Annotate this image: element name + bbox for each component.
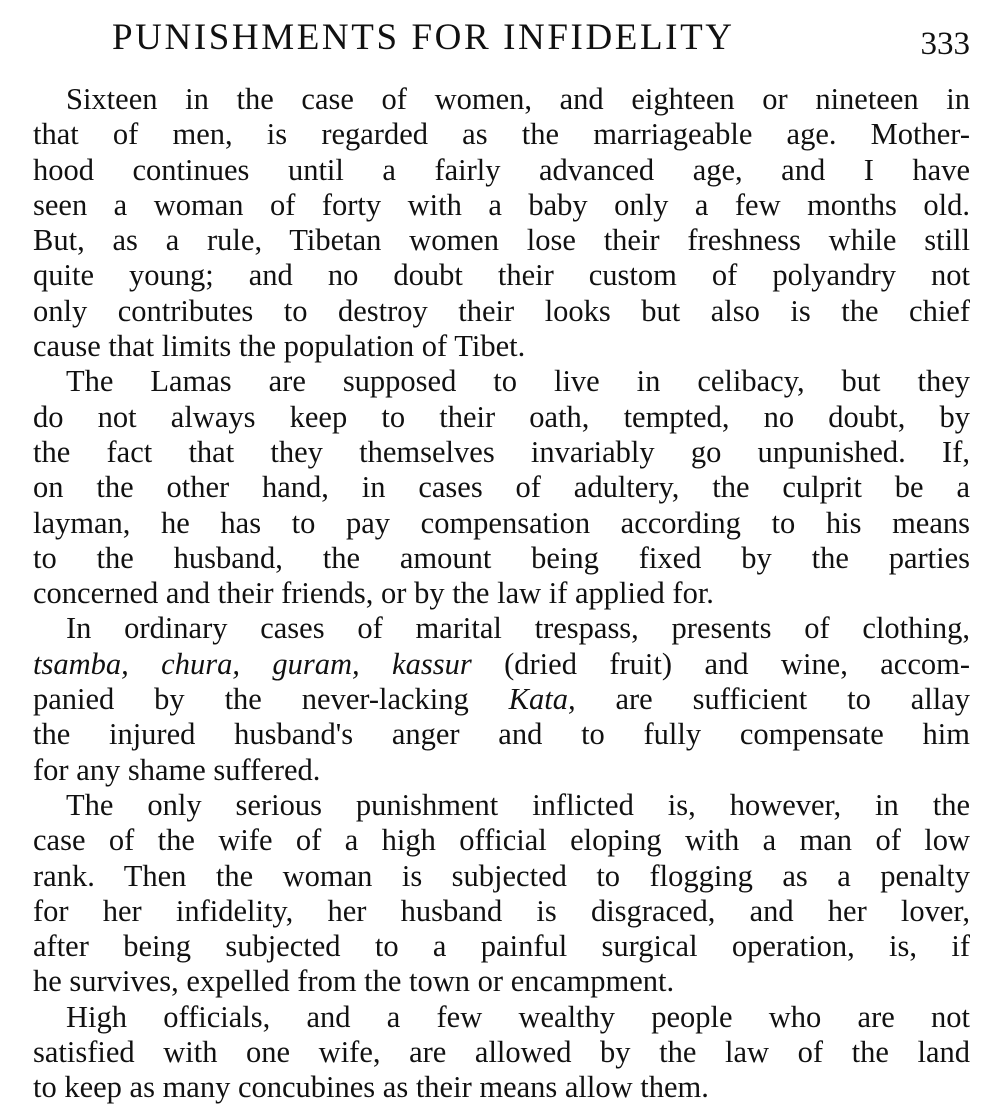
paragraph-marital-trespass	[33, 611, 970, 787]
paragraph-marriageable-age	[33, 82, 970, 364]
text-line: But, as a rule, Tibetan women lose their freshness while still	[33, 223, 970, 258]
text-line: rank. Then the woman is subjected to flogging as a penalty	[33, 858, 970, 893]
text-line: on the other hand, in cases of adultery, the culprit be a	[33, 470, 970, 505]
body-text	[33, 82, 970, 1106]
text-line: seen a woman of forty with a baby only a few months old.	[33, 187, 970, 222]
text-line: concerned and their friends, or by the law if applied for.	[33, 576, 714, 611]
text-run: panied by the never-lacking	[33, 682, 509, 717]
text-line: The Lamas are supposed to live in celibacy, but they	[66, 364, 970, 399]
paragraph-lamas-celibacy	[33, 364, 970, 611]
running-head	[112, 12, 970, 64]
text-run: (dried fruit) and wine, accom-	[471, 646, 970, 681]
paragraph-serious-punishment	[33, 788, 970, 1000]
text-line: The only serious punishment inflicted is, however, in the	[66, 787, 970, 822]
text-line: after being subjected to a painful surgical operation, is, if	[33, 929, 970, 964]
chapter-running-title: PUNISHMENTS FOR INFIDELITY	[112, 17, 735, 58]
text-line	[33, 682, 970, 717]
text-line	[33, 647, 970, 682]
text-line: only contributes to destroy their looks but also is the chief	[33, 293, 970, 328]
text-run: are sufficient to allay	[575, 682, 970, 717]
text-line: do not always keep to their oath, tempted, no doubt, by	[33, 399, 970, 434]
paragraph-concubines	[33, 1000, 970, 1106]
italic-foods: tsamba, chura, guram, kassur	[33, 646, 472, 681]
text-line: hood continues until a fairly advanced age, and I have	[33, 152, 970, 187]
text-line: the injured husband's anger and to fully compensate him	[33, 717, 970, 752]
text-line: he survives, expelled from the town or encampment.	[33, 964, 675, 999]
page-number: 333	[920, 26, 970, 62]
text-line: case of the wife of a high official eloping with a man of low	[33, 823, 970, 858]
text-line: satisfied with one wife, are allowed by the law of the land	[33, 1035, 970, 1070]
text-line: In ordinary cases of marital trespass, presents of clothing,	[66, 611, 970, 646]
text-line: quite young; and no doubt their custom of polyandry not	[33, 258, 970, 293]
text-line: the fact that they themselves invariably go unpunished. If,	[33, 434, 970, 469]
text-line: to the husband, the amount being fixed by the parties	[33, 540, 970, 575]
text-line: layman, he has to pay compensation according to his means	[33, 505, 970, 540]
text-line: for any shame suffered.	[33, 752, 321, 787]
text-line: Sixteen in the case of women, and eighteen or nineteen in	[66, 82, 970, 116]
text-line: that of men, is regarded as the marriageable age. Mother-	[33, 117, 970, 152]
text-line: cause that limits the population of Tibet.	[33, 329, 526, 364]
text-line: High officials, and a few wealthy people who are not	[66, 999, 970, 1034]
text-line: for her infidelity, her husband is disgraced, and her lover,	[33, 893, 970, 928]
italic-kata: Kata,	[508, 682, 576, 717]
text-line: to keep as many concubines as their means allow them.	[33, 1070, 709, 1105]
